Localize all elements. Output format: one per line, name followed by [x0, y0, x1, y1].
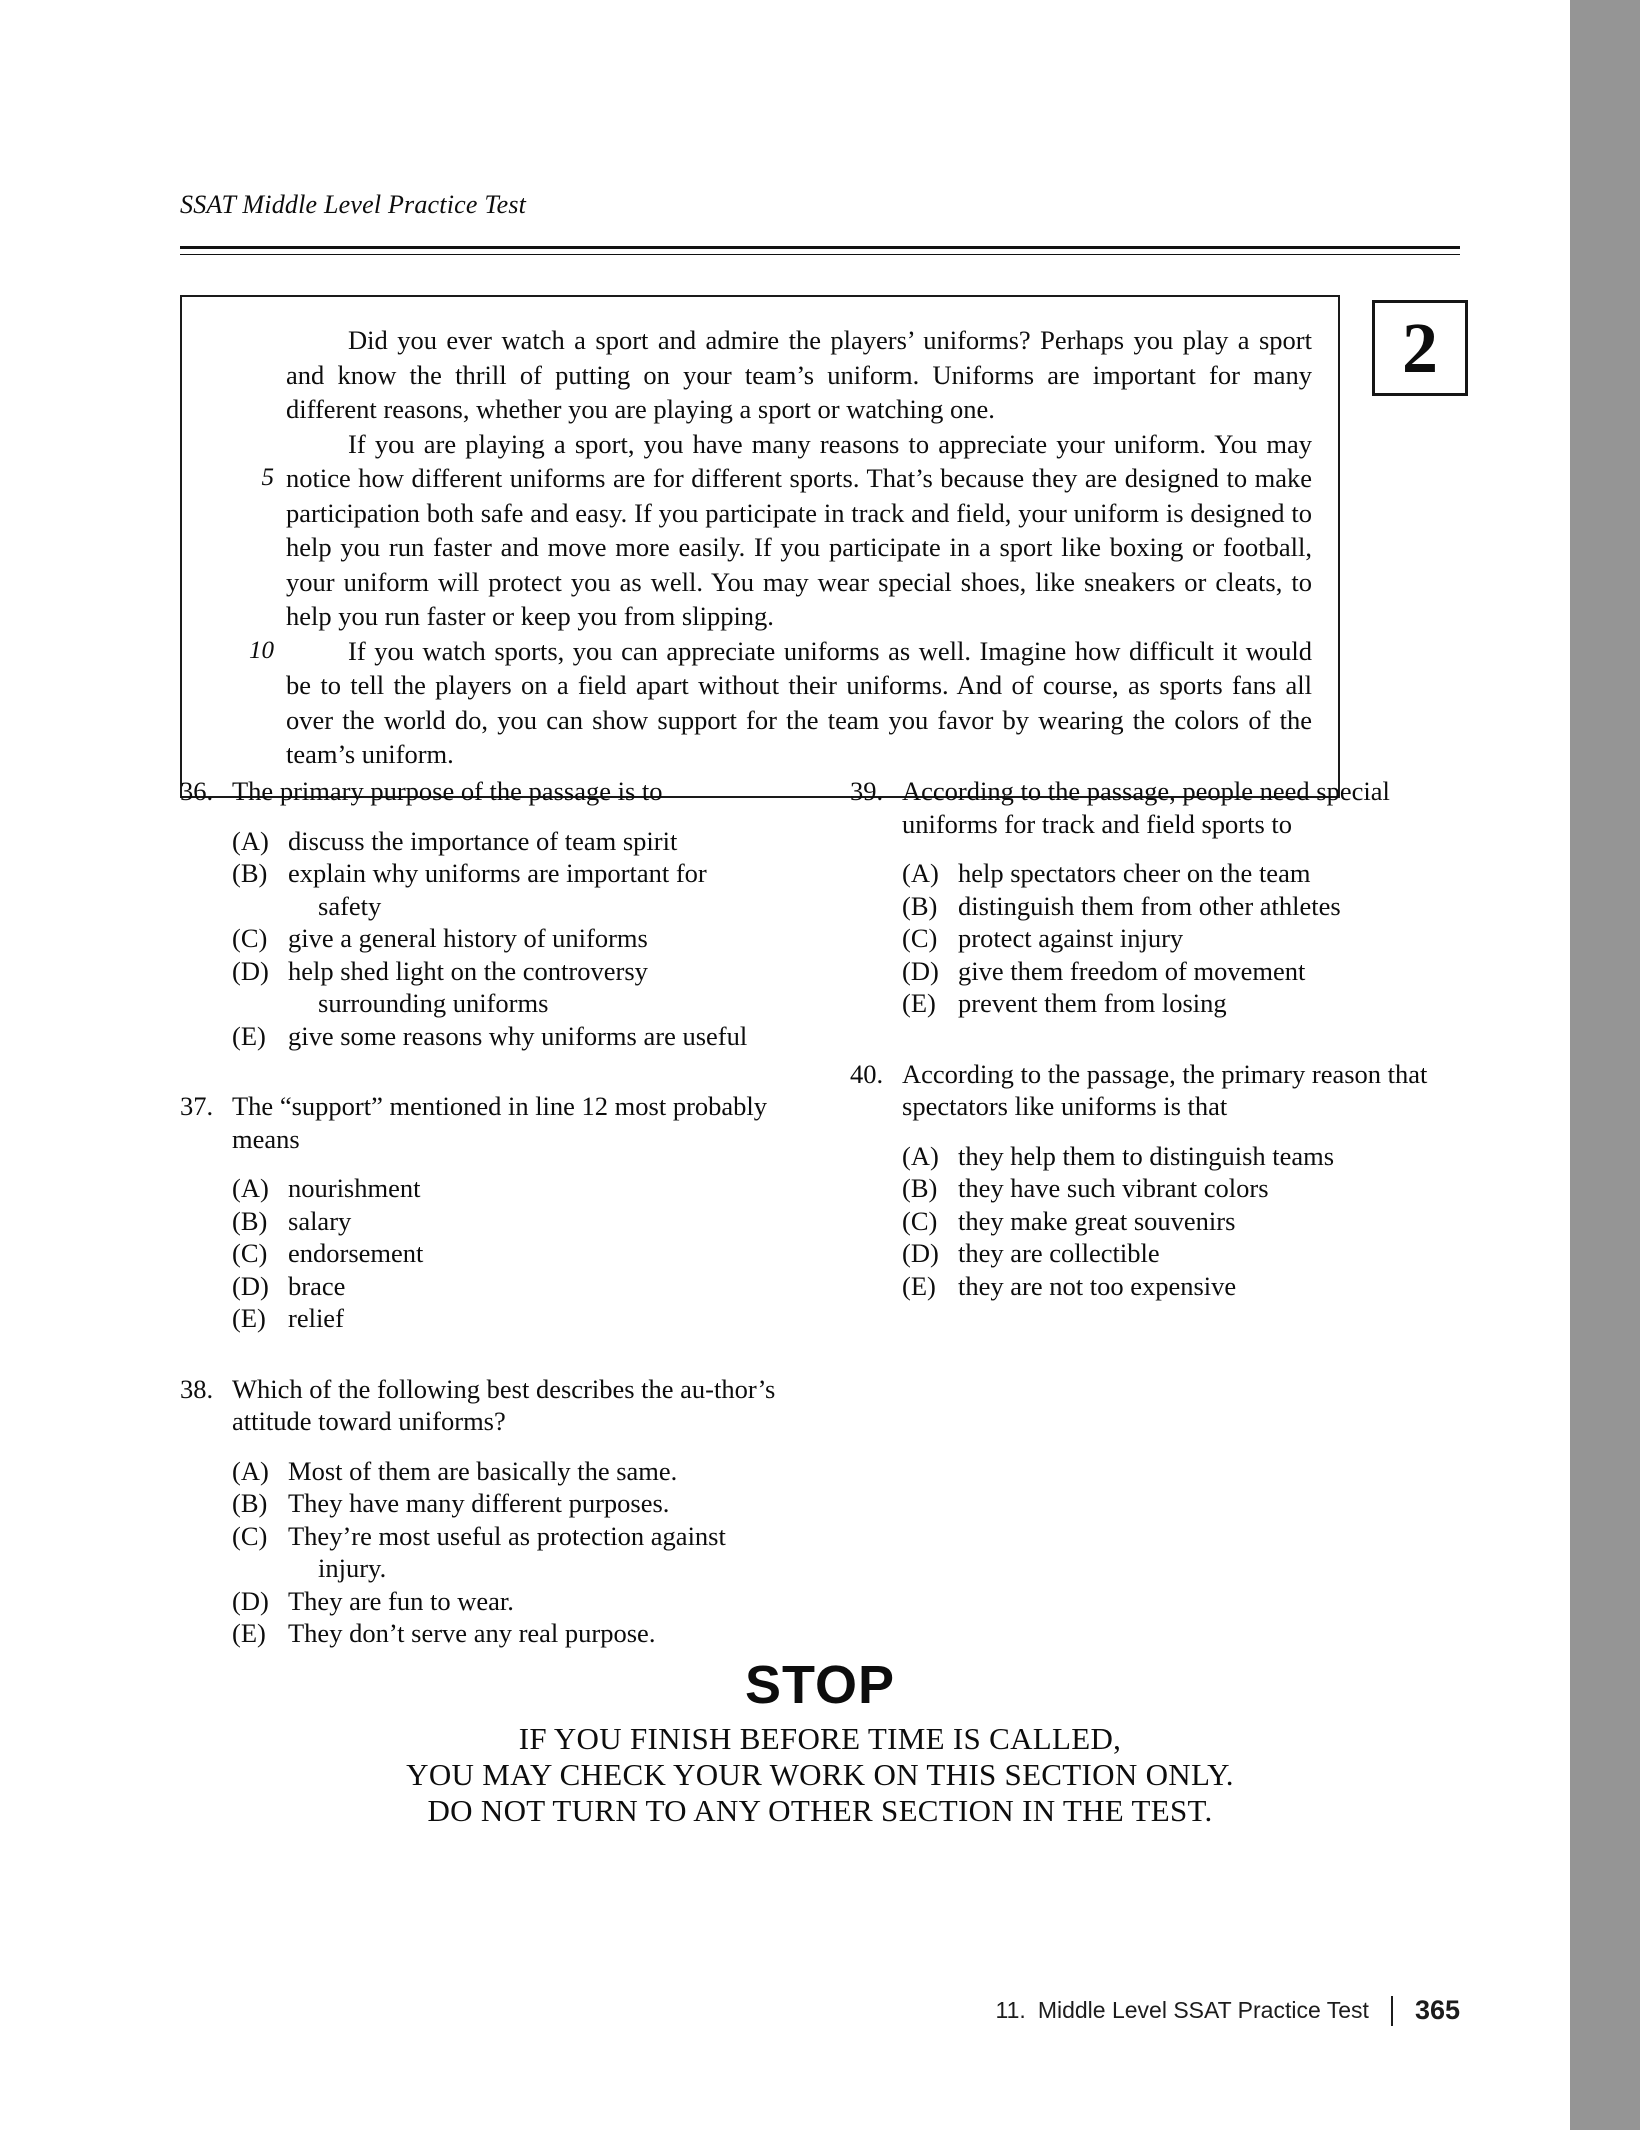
- stop-instruction-line-1: IF YOU FINISH BEFORE TIME IS CALLED,: [518, 1721, 1122, 1756]
- question-40-number: 40.: [850, 1058, 884, 1089]
- choice-letter: (E): [902, 988, 936, 1018]
- choice-text: discuss the importance of team spirit: [288, 825, 678, 856]
- choice-letter: (D): [902, 955, 939, 986]
- choice-37-e[interactable]: [232, 1302, 790, 1335]
- question-36-stem: The primary purpose of the passage is to: [232, 776, 663, 806]
- line-number-blank: [208, 496, 274, 531]
- question-37-choices: [232, 1172, 790, 1335]
- line-number-blank: [208, 565, 274, 600]
- choice-text: help spectators cheer on the team: [958, 858, 1311, 888]
- choice-37-c[interactable]: [232, 1237, 790, 1270]
- line-number-blank: [208, 323, 274, 358]
- question-37: [180, 1090, 790, 1335]
- line-number-5: 5: [261, 464, 274, 491]
- question-38-choices: [232, 1455, 790, 1650]
- question-38-stem: Which of the following best describes the au-thor’s attitude toward uniforms?: [232, 1373, 776, 1436]
- question-39-head: [850, 775, 1460, 840]
- choice-letter: (A): [232, 825, 269, 856]
- page-footer: [180, 1995, 1460, 2026]
- choice-letter: (E): [902, 1270, 936, 1301]
- choice-40-e[interactable]: [902, 1270, 1460, 1303]
- choice-letter: (C): [902, 1205, 938, 1236]
- choice-letter: (B): [902, 890, 938, 921]
- choice-letter: (C): [232, 1238, 268, 1268]
- line-number-blank: [208, 427, 274, 462]
- stop-section: [180, 1655, 1460, 1829]
- choice-37-d[interactable]: [232, 1270, 790, 1303]
- choice-text-line2: safety: [318, 890, 382, 921]
- choice-text: They have many different purposes.: [288, 1488, 670, 1518]
- choice-text-line2: surrounding uniforms: [318, 988, 549, 1018]
- page-content: [180, 0, 1460, 2130]
- choice-38-a[interactable]: [232, 1455, 790, 1488]
- choice-text: give them freedom of movement: [958, 955, 1306, 986]
- stop-heading: STOP: [744, 1655, 896, 1715]
- question-40-choices: [902, 1140, 1460, 1303]
- choice-text: salary: [288, 1205, 352, 1236]
- choice-36-b[interactable]: [232, 857, 790, 922]
- footer-chapter-number: 11.: [995, 1997, 1026, 2023]
- line-number-10: 10: [249, 636, 274, 664]
- question-38-head: [180, 1373, 790, 1438]
- choice-text: Most of them are basically the same.: [288, 1455, 678, 1486]
- choice-letter: (A): [232, 1455, 269, 1486]
- question-40-stem: According to the passage, the primary reason that spectators like uniforms is that: [902, 1058, 1428, 1121]
- passage-number-box: [1372, 300, 1468, 396]
- choice-letter: (E): [232, 1618, 266, 1648]
- passage-paragraph-2: If you are playing a sport, you have many reasons to appreciate your uniform. You may notice how different uniforms are for different sports. That’s because they are designed to make participation both safe and easy. If you participate in track and field, your uniform is designed to help you run faster and move more easily. If you participate in a sport like boxing or football, your uniform will protect you as well. You may wear special shoes, like sneakers or cleats, to help you run faster or keep you from slipping.: [286, 428, 1312, 631]
- choice-text: they help them to distinguish teams: [958, 1140, 1335, 1171]
- choice-39-b[interactable]: [902, 890, 1460, 923]
- choice-text-line1: explain why uniforms are important for: [288, 858, 707, 888]
- question-36-choices: [232, 825, 790, 1053]
- passage-section: [180, 295, 1438, 798]
- choice-text: relief: [288, 1303, 344, 1333]
- question-37-head: [180, 1090, 790, 1155]
- choice-text: [288, 1520, 790, 1585]
- choice-40-b[interactable]: [902, 1172, 1460, 1205]
- choice-39-e[interactable]: [902, 987, 1460, 1020]
- footer-page-number: 365: [1414, 1995, 1460, 2025]
- question-39-stem: According to the passage, people need special uniforms for track and field sports to: [902, 776, 1390, 839]
- choice-letter: (D): [232, 1270, 269, 1301]
- choice-37-b[interactable]: [232, 1205, 790, 1238]
- choice-text: they are not too expensive: [958, 1270, 1237, 1301]
- question-40-head: [850, 1058, 1460, 1123]
- choice-letter: (A): [902, 1140, 939, 1171]
- question-38: [180, 1373, 790, 1650]
- choice-letter: (D): [232, 955, 269, 986]
- choice-letter: (A): [902, 858, 939, 888]
- choice-text: prevent them from losing: [958, 988, 1227, 1018]
- choice-text: distinguish them from other athletes: [958, 890, 1341, 921]
- choice-text: They are fun to wear.: [288, 1585, 514, 1616]
- choice-39-d[interactable]: [902, 955, 1460, 988]
- choice-text: give some reasons why uniforms are useful: [288, 1020, 748, 1051]
- choice-letter: (D): [232, 1585, 269, 1616]
- question-36-head: [180, 775, 790, 808]
- passage-line-numbers: [208, 323, 274, 668]
- choice-38-d[interactable]: [232, 1585, 790, 1618]
- choice-38-c[interactable]: [232, 1520, 790, 1585]
- choice-38-e[interactable]: [232, 1617, 790, 1650]
- choice-text: [288, 857, 790, 922]
- header-rule: [180, 246, 1460, 255]
- choice-letter: (E): [232, 1020, 266, 1051]
- questions-column-right: [850, 775, 1460, 1688]
- choice-40-a[interactable]: [902, 1140, 1460, 1173]
- line-number-blank: [208, 599, 274, 634]
- footer-divider: [1391, 1996, 1393, 2026]
- question-36: [180, 775, 790, 1052]
- stop-instruction-line-3: DO NOT TURN TO ANY OTHER SECTION IN THE TEST.: [427, 1793, 1213, 1828]
- line-number-blank: [208, 358, 274, 393]
- choice-36-c[interactable]: [232, 922, 790, 955]
- choice-text-line1: help shed light on the controversy: [288, 955, 648, 986]
- choice-letter: (A): [232, 1173, 269, 1203]
- choice-text-line1: They’re most useful as protection against: [288, 1520, 726, 1551]
- choice-39-c[interactable]: [902, 922, 1460, 955]
- choice-text: they are collectible: [958, 1238, 1160, 1268]
- choice-letter: (B): [902, 1173, 938, 1203]
- question-37-number: 37.: [180, 1091, 214, 1121]
- choice-text: give a general history of uniforms: [288, 923, 648, 953]
- footer-title: Middle Level SSAT Practice Test: [1037, 1997, 1369, 2023]
- question-39-choices: [902, 857, 1460, 1020]
- questions-columns: [180, 775, 1460, 1688]
- choice-40-d[interactable]: [902, 1237, 1460, 1270]
- choice-text: nourishment: [288, 1173, 421, 1203]
- choice-38-b[interactable]: [232, 1487, 790, 1520]
- choice-text: brace: [288, 1270, 346, 1301]
- choice-text: they make great souvenirs: [958, 1205, 1236, 1236]
- choice-text: endorsement: [288, 1238, 424, 1268]
- choice-36-e[interactable]: [232, 1020, 790, 1053]
- choice-letter: (B): [232, 858, 268, 888]
- question-37-stem: The “support” mentioned in line 12 most probably means: [232, 1091, 768, 1154]
- question-39: [850, 775, 1460, 1020]
- choice-text: [288, 955, 790, 1020]
- passage-number: 2: [1402, 308, 1438, 388]
- choice-letter: (B): [232, 1205, 268, 1236]
- choice-40-c[interactable]: [902, 1205, 1460, 1238]
- page-edge-bar: [1570, 0, 1640, 2130]
- choice-37-a[interactable]: [232, 1172, 790, 1205]
- choice-letter: (C): [232, 923, 268, 953]
- question-40: [850, 1058, 1460, 1303]
- question-38-number: 38.: [180, 1373, 214, 1404]
- line-number-blank: [208, 392, 274, 427]
- passage-paragraph-3: If you watch sports, you can appreciate uniforms as well. Imagine how difficult it would be to tell the players on a field apart without their uniforms. And of course, as sports fans all over the world do, you can show support for the team you favor by wearing the colors of the team’s uniform.: [286, 635, 1312, 769]
- passage-text: [286, 323, 1312, 772]
- choice-39-a[interactable]: [902, 857, 1460, 890]
- choice-letter: (E): [232, 1303, 266, 1333]
- choice-text: protect against injury: [958, 923, 1184, 953]
- choice-36-a[interactable]: [232, 825, 790, 858]
- choice-text: they have such vibrant colors: [958, 1173, 1269, 1203]
- question-39-number: 39.: [850, 776, 884, 806]
- question-36-number: 36.: [180, 776, 214, 806]
- choice-letter: (C): [902, 923, 938, 953]
- running-header: SSAT Middle Level Practice Test: [180, 190, 527, 219]
- passage-box: [180, 295, 1340, 798]
- choice-36-d[interactable]: [232, 955, 790, 1020]
- choice-text-line2: injury.: [318, 1553, 387, 1583]
- stop-instruction-line-2: YOU MAY CHECK YOUR WORK ON THIS SECTION ONLY.: [406, 1757, 1234, 1792]
- passage-paragraph-1: Did you ever watch a sport and admire the players’ uniforms? Perhaps you play a sport and know the thrill of putting on your team’s uniform. Uniforms are important for many different reasons, whether you are playing a sport or watching one.: [286, 325, 1312, 424]
- line-number-blank: [208, 530, 274, 565]
- choice-text: They don’t serve any real purpose.: [288, 1618, 656, 1648]
- choice-letter: (C): [232, 1520, 268, 1551]
- choice-letter: (B): [232, 1488, 268, 1518]
- choice-letter: (D): [902, 1238, 939, 1268]
- questions-column-left: [180, 775, 790, 1688]
